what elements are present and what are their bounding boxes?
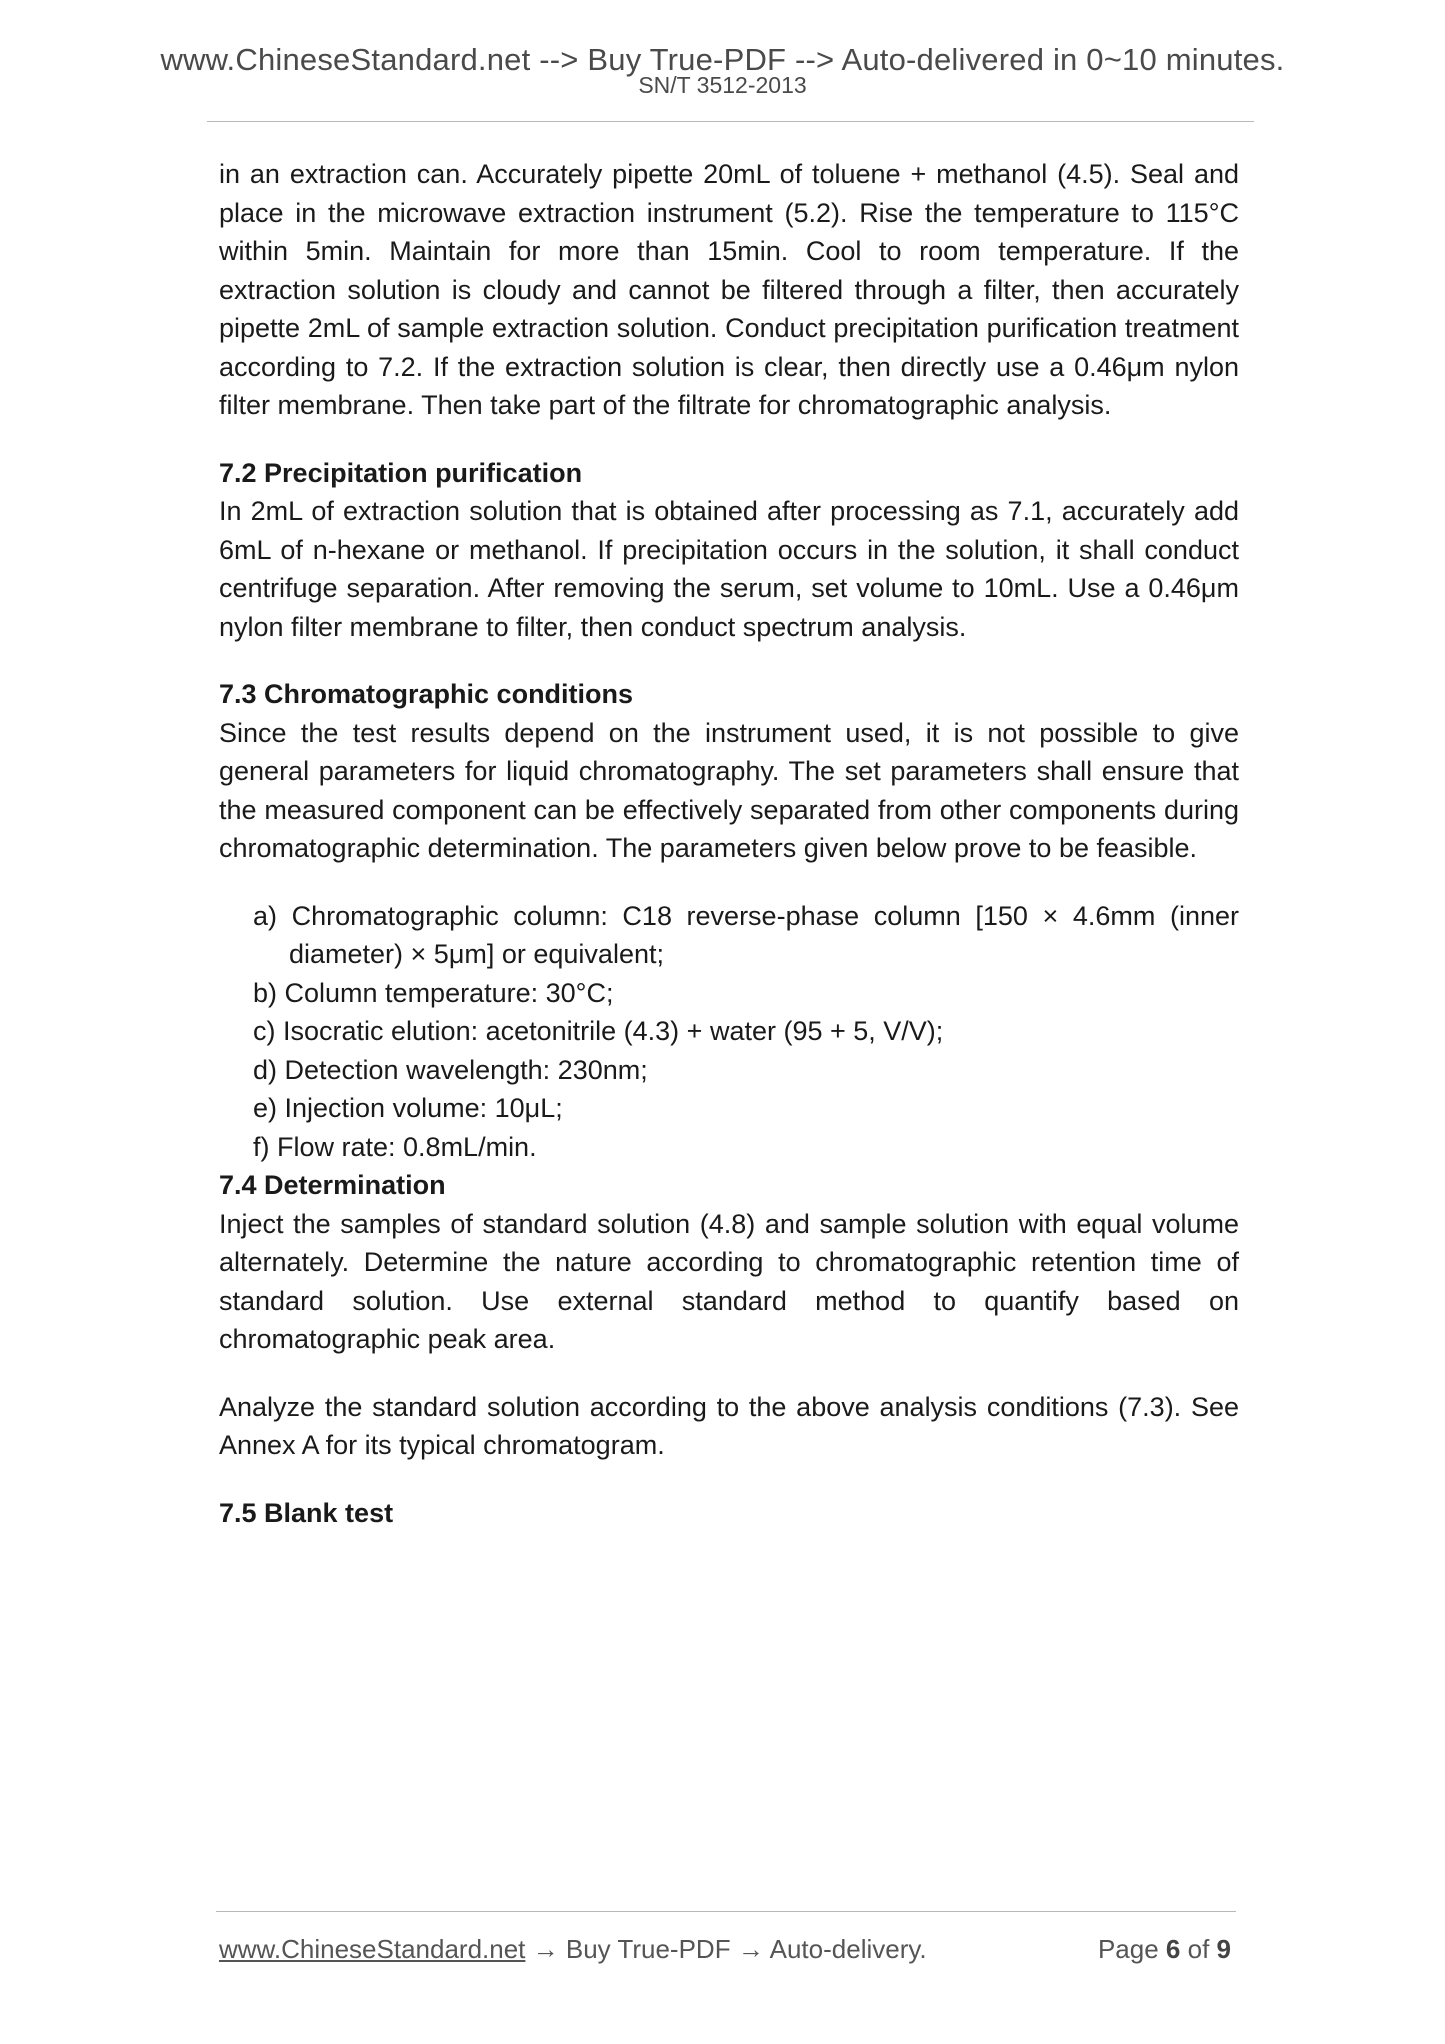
footer-site-link[interactable]: www.ChineseStandard.net (219, 1934, 526, 1964)
footer-delivery-text: Auto-delivery. (769, 1934, 927, 1964)
site-banner: www.ChineseStandard.net --> Buy True-PDF --> Auto-delivered in 0~10 minutes. (160, 42, 1285, 77)
arrow-right-icon: → (532, 1934, 559, 1964)
section-heading-7-5: 7.5 Blank test (219, 1497, 394, 1528)
list-item-e: e) Injection volume: 10μL; (253, 1093, 563, 1123)
section-heading-7-2: 7.2 Precipitation purification (219, 457, 583, 488)
footer-buy-text: Buy True-PDF (565, 1934, 731, 1964)
page-label: Page (1097, 1934, 1159, 1964)
page-footer (219, 1933, 1231, 1965)
footer-divider (216, 1911, 1236, 1912)
list-item-b: b) Column temperature: 30°C; (253, 977, 614, 1008)
list-item-f: f) Flow rate: 0.8mL/min. (253, 1131, 537, 1162)
header-divider (207, 121, 1254, 122)
page-current: 6 (1165, 1934, 1181, 1964)
list-item-c: c) Isocratic elution: acetonitrile (4.3) + water (95 + 5, V/V); (253, 1016, 944, 1046)
section-text-7-4-b: Analyze the standard solution according to the above analysis conditions (7.3). See Annex A for its typical chromatogram. (219, 1391, 1239, 1460)
section-text-7-4-a: Inject the samples of standard solution (4.8) and sample solution with equal volume alternately. Determine the nature according to chromatographic retention time of standard solution. Use external standard method to quantify based on chromatographic peak area. (219, 1208, 1239, 1354)
section-heading-7-3: 7.3 Chromatographic conditions (219, 679, 634, 709)
section-text-7-3: Since the test results depend on the instrument used, it is not possible to give general parameters for liquid chromatography. The set parameters shall ensure that the measured component can be effectively separated from other components during chromatographic determination. The parameters given below prove to be feasible. (219, 717, 1239, 863)
document-body (219, 155, 1239, 1532)
list-item-a: a) Chromatographic column: C18 reverse-phase column [150 × 4.6mm (inner diameter) × 5μm] or equivalent; (253, 900, 1239, 969)
section-heading-7-4: 7.4 Determination (219, 1170, 446, 1200)
section-text-7-2: In 2mL of extraction solution that is obtained after processing as 7.1, accurately add 6mL of n-hexane or methanol. If precipitation occurs in the solution, it shall conduct centrifuge separation. After removing the serum, set volume to 10mL. Use a 0.46μm nylon filter membrane to filter, then conduct spectrum analysis. (219, 496, 1239, 642)
standard-code: SN/T 3512-2013 (638, 72, 807, 98)
page-indicator (1098, 1933, 1231, 1965)
page-total: 9 (1216, 1934, 1231, 1964)
intro-paragraph: in an extraction can. Accurately pipette 20mL of toluene + methanol (4.5). Seal and place in the microwave extraction instrument (5.2). Rise the temperature to 115°C within 5min. Maintain for more than 15min. Cool to room temperature. If the extraction solution is cloudy and cannot be filtered through a filter, then accurately pipette 2mL of sample extraction solution. Conduct precipitation purification treatment according to 7.2. If the extraction solution is clear, then directly use a 0.46μm nylon filter membrane. Then take part of the filtrate for chromatographic analysis. (219, 159, 1239, 420)
page-of-label: of (1187, 1934, 1210, 1964)
arrow-right-icon: → (737, 1934, 764, 1964)
list-item-d: d) Detection wavelength: 230nm; (253, 1054, 648, 1085)
